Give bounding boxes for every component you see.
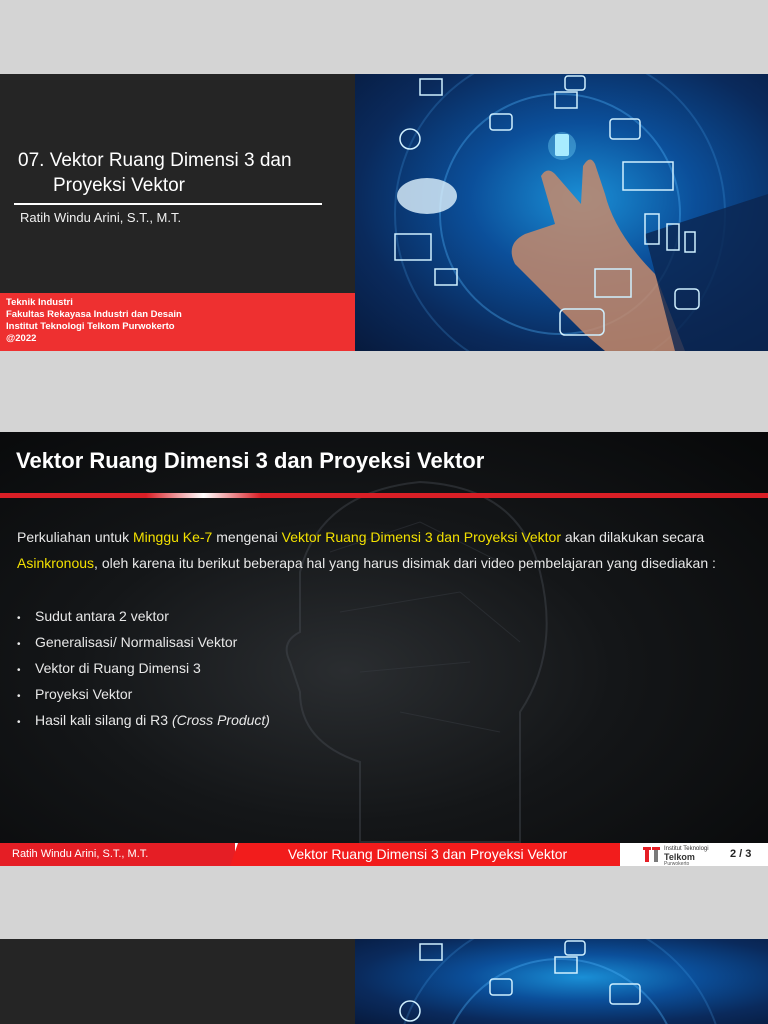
list-item [17,603,270,629]
intro-text-part4: , oleh karena itu berikut beberapa hal yang harus disimak dari video pembelajaran yang disediakan : [94,555,716,571]
list-item-text: Proyeksi Vektor [35,686,133,702]
logo-text-line2: Telkom [664,852,695,862]
title-panel [0,939,355,1024]
institute-label: Institut Teknologi Telkom Purwokerto [6,321,175,332]
heading-divider [0,493,768,498]
faculty-label: Fakultas Rekayasa Industri dan Desain [6,309,182,320]
divider-highlight [146,493,261,498]
footer-author-band [0,843,235,866]
list-item-text: Hasil kali silang di R3 [35,712,172,728]
slide-title-line2: Proyeksi Vektor [53,175,185,196]
intro-text-part1: Perkuliahan untuk [17,529,133,545]
intro-paragraph [17,524,757,576]
bullet-marker: • [17,665,21,676]
footer-title: Vektor Ruang Dimensi 3 dan Proyeksi Vektor [287,846,568,862]
slide-heading: Vektor Ruang Dimensi 3 dan Proyeksi Vektor [16,448,485,473]
content-slide [0,432,768,866]
list-item-text: Vektor di Ruang Dimensi 3 [35,660,201,676]
intro-text-part2: mengenai [212,529,282,545]
tech-hand-image [355,74,768,351]
author-name: Ratih Windu Arini, S.T., M.T. [20,210,182,225]
highlight-week: Minggu Ke-7 [132,529,213,545]
title-divider [14,203,322,205]
institution-band [0,293,355,351]
bullet-marker: • [17,717,21,728]
tech-hand-image [355,939,768,1024]
highlight-mode: Asinkronous [17,555,95,571]
tech-hand-illustration [355,74,768,351]
list-item [17,707,270,733]
bullet-marker: • [17,691,21,702]
telkom-logo-icon [643,845,661,863]
telkom-logo [643,845,723,865]
intro-text-part3: akan dilakukan secara [561,529,705,545]
footer-author: Ratih Windu Arini, S.T., M.T. [12,848,149,860]
year-label: @2022 [6,333,37,344]
tech-hand-illustration [355,939,768,1024]
title-slide [0,74,768,351]
slide-title [18,148,338,198]
list-item [17,655,270,681]
slide-footer [0,843,768,866]
list-item-text: Generalisasi/ Normalisasi Vektor [35,634,238,650]
list-item-text: Sudut antara 2 vektor [35,608,169,624]
bullet-marker: • [17,613,21,624]
list-item [17,629,270,655]
next-title-slide-partial [0,939,768,1024]
bullet-marker: • [17,639,21,650]
logo-text-line1: Institut Teknologi [664,846,709,852]
highlight-topic: Vektor Ruang Dimensi 3 dan Proyeksi Vektor [281,529,562,545]
list-item-italic-note: (Cross Product) [171,712,270,728]
topic-list [17,603,270,733]
title-panel [0,74,355,351]
list-item [17,681,270,707]
page-number: 2 / 3 [730,848,752,860]
department-label: Teknik Industri [6,297,73,308]
logo-text-line3: Purwokerto [664,861,690,866]
slide-title-line1: 07. Vektor Ruang Dimensi 3 dan [18,150,292,171]
